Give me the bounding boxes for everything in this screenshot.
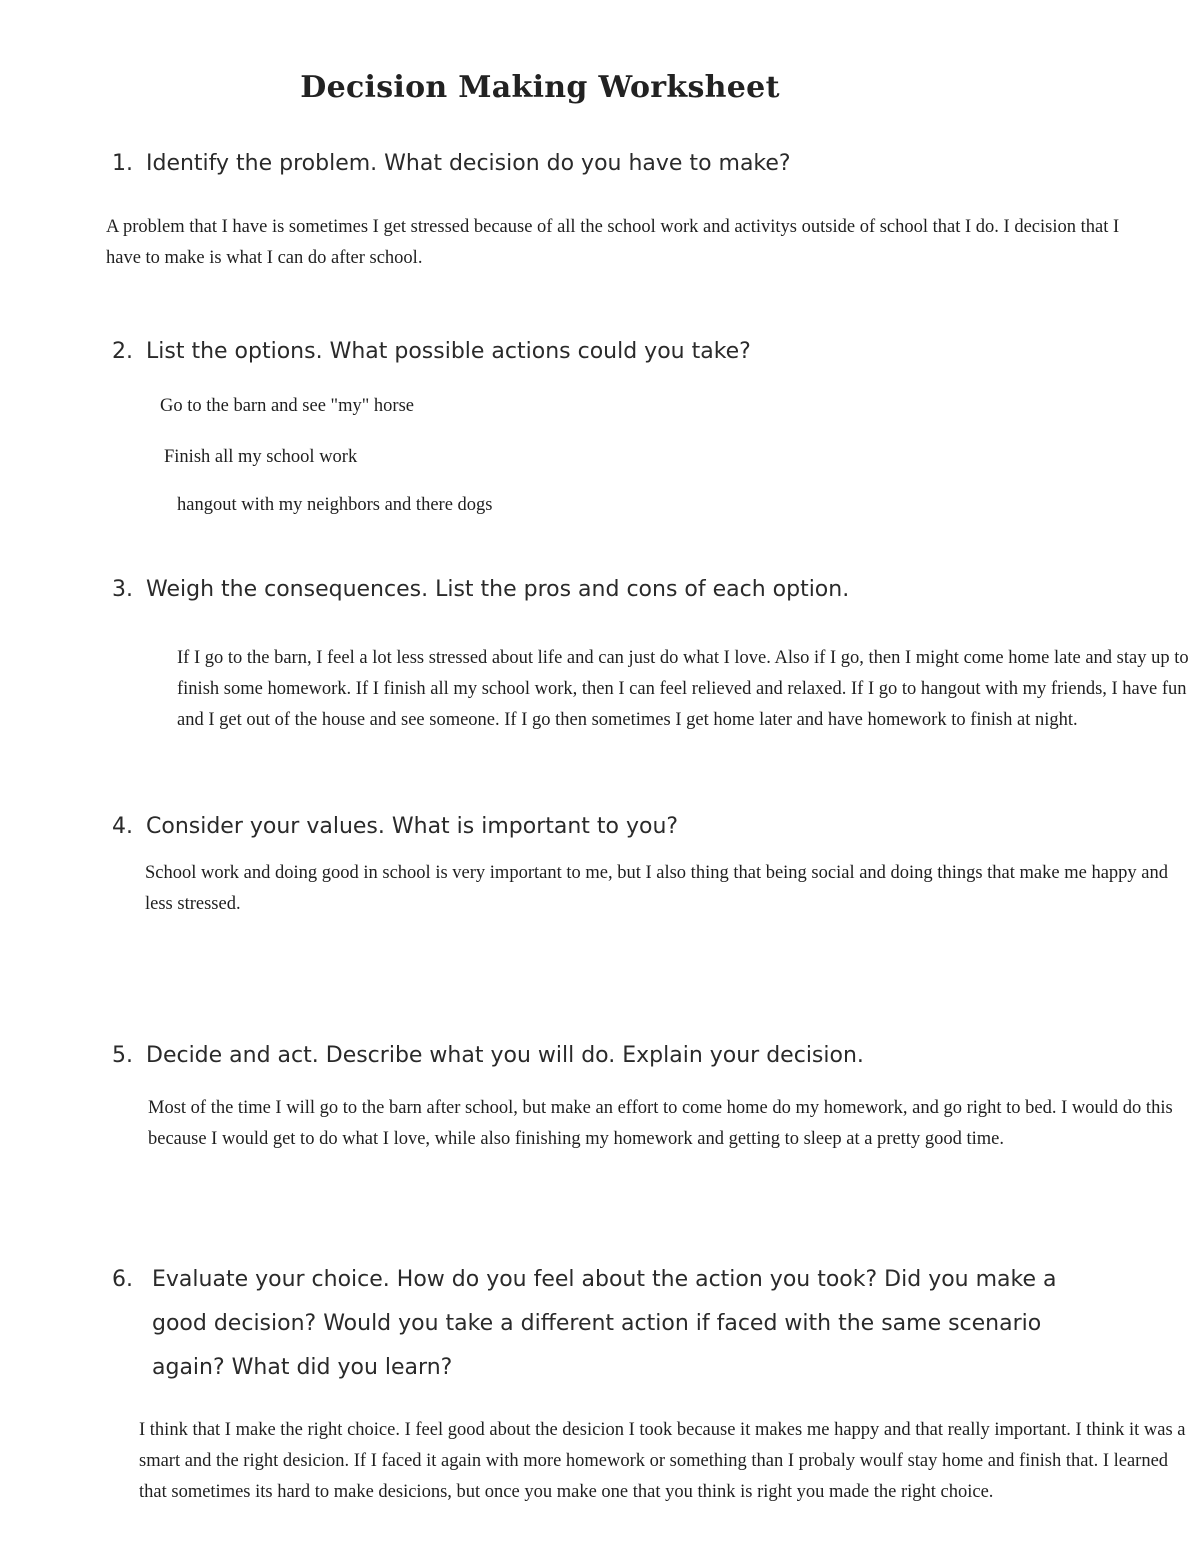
question-3 <box>112 568 1112 612</box>
question-6-prompt: Evaluate your choice. How do you feel about the action you took? Did you make a good decision? Would you take a different action if faced with the same scenario again? What did you learn? <box>152 1267 1057 1380</box>
question-1 <box>112 142 1112 186</box>
answer-4: School work and doing good in school is very important to me, but I also thing that being social and doing things that make me happy and less stressed. <box>145 863 1168 914</box>
answer-1: A problem that I have is sometimes I get stressed because of all the school work and activitys outside of school that I do. I decision that I have to make is what I can do after school. <box>106 217 1120 268</box>
option-1: Go to the barn and see "my" horse <box>160 396 414 416</box>
answer-6: I think that I make the right choice. I feel good about the desicion I took because it makes me happy and that really important. I think it was a smart and the right desicion. If I faced it again with more homework or something than I probaly woulf stay home and finish that. I learned that sometimes its hard to make desicions, but once you make one that you think is right you made the right choice. <box>139 1420 1186 1502</box>
question-5-prompt: Decide and act. Describe what you will do. Explain your decision. <box>146 1043 864 1068</box>
question-6-number: 6. <box>112 1267 133 1292</box>
question-2 <box>112 330 1112 374</box>
question-3-prompt: Weigh the consequences. List the pros and cons of each option. <box>146 577 850 602</box>
option-2: Finish all my school work <box>164 447 358 467</box>
question-2-prompt: List the options. What possible actions could you take? <box>146 339 751 364</box>
answer-3: If I go to the barn, I feel a lot less stressed about life and can just do what I love. Also if I go, then I might come home late and stay up to finish some homework. If I finish all my school work, then I can feel relieved and relaxed. If I go to hangout with my friends, I have fun and I get out of the house and see someone. If I go then sometimes I get home later and have homework to finish at night. <box>177 648 1189 730</box>
page-title: Decision Making Worksheet <box>300 70 780 105</box>
question-1-number: 1. <box>112 151 133 176</box>
question-1-prompt: Identify the problem. What decision do you have to make? <box>146 151 791 176</box>
question-4-prompt: Consider your values. What is important to you? <box>146 814 679 839</box>
answer-5: Most of the time I will go to the barn after school, but make an effort to come home do my homework, and go right to bed. I would do this because I would get to do what I love, while also finishing my homework and getting to sleep at a pretty good time. <box>148 1098 1173 1149</box>
question-6 <box>112 1258 1112 1390</box>
question-4 <box>112 805 1112 849</box>
question-5 <box>112 1034 1112 1078</box>
question-4-number: 4. <box>112 814 133 839</box>
option-3: hangout with my neighbors and there dogs <box>177 495 493 515</box>
question-5-number: 5. <box>112 1043 133 1068</box>
question-2-number: 2. <box>112 339 133 364</box>
question-3-number: 3. <box>112 577 133 602</box>
